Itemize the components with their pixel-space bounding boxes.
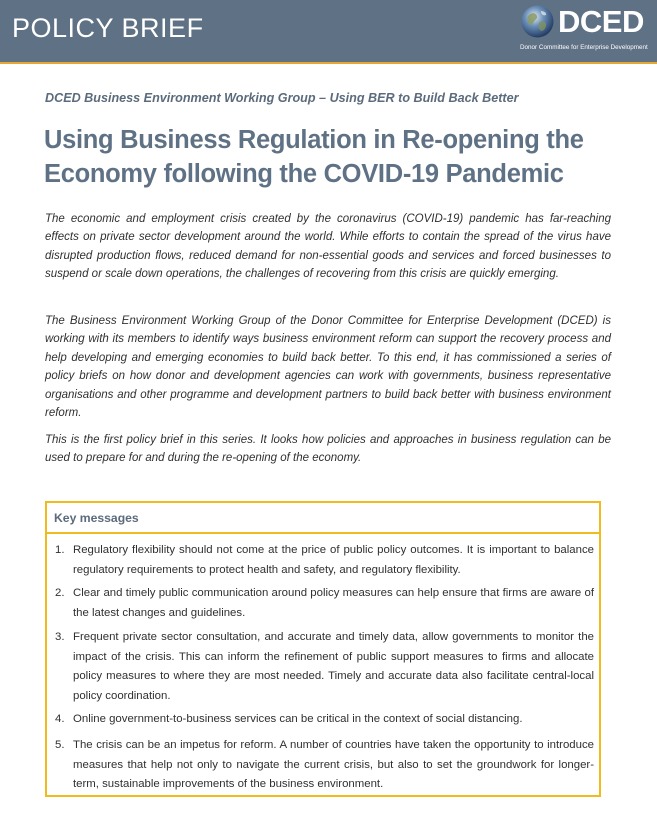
intro-paragraph: The Business Environment Working Group of the Donor Committee for Enterprise Development (DCED) is working with its members to identify ways business environment reform can support the recovery process and help developing and emerging economies to build back better. To this end, it has commissioned a series of policy briefs on how donor and development agencies can work with governments, business representative organisations and other programme and development partners to build back better with business environment reform. bbox=[45, 315, 611, 420]
logo-subtitle: Donor Committee for Enterprise Development bbox=[520, 44, 648, 51]
title-line: Using Business Regulation in Re-opening the bbox=[44, 126, 584, 154]
intro-paragraph: This is the first policy brief in this series. It looks how policies and approaches in business regulation can be used to prepare for and during the re-opening of the economy. bbox=[45, 434, 611, 465]
list-item-text: Regulatory flexibility should not come at the price of public policy outcomes. It is important to balance regulatory requirements to protect health and safety, and regulatory flexibility. bbox=[73, 544, 594, 576]
list-item-text: The crisis can be an impetus for reform. A number of countries have taken the opportunity to introduce measures that help not only to navigate the current crisis, but also to set the groundwork for longer-term, sustainable improvements of the business environment. bbox=[73, 739, 594, 790]
title-line: Economy following the COVID-19 Pandemic bbox=[44, 160, 564, 188]
list-item-number: 1. bbox=[55, 544, 65, 556]
key-messages-box bbox=[45, 501, 601, 797]
header-band bbox=[0, 0, 657, 62]
header-accent-line bbox=[0, 62, 657, 64]
document-type-label: POLICY BRIEF bbox=[12, 13, 204, 43]
list-item-number: 4. bbox=[55, 713, 65, 725]
list-item-number: 2. bbox=[55, 587, 65, 599]
key-messages-heading: Key messages bbox=[54, 511, 139, 525]
list-item-text: Clear and timely public communication around policy measures can help ensure that firms are aware of the latest changes and guidelines. bbox=[73, 587, 594, 619]
intro-paragraph: The economic and employment crisis created by the coronavirus (COVID-19) pandemic has far-reaching effects on private sector development around the world. While efforts to contain the spread of the virus have disrupted production flows, reduced demand for non-essential goods and services and forced businesses to suspend or scale down operations, the challenges of recovering from this crisis are quickly emerging. bbox=[45, 213, 611, 281]
page-title bbox=[44, 123, 644, 191]
list-item-text: Frequent private sector consultation, and accurate and timely data, allow governments to monitor the impact of the crisis. This can inform the refinement of public support measures to firms and allocate policy measures to where they are most needed. Timely and accurate data also facilitate central-local policy coordination. bbox=[73, 631, 594, 702]
globe-icon bbox=[521, 5, 554, 38]
dced-logo: DCED bbox=[558, 4, 644, 39]
list-item-text: Online government-to-business services can be critical in the context of social distancing. bbox=[73, 713, 523, 725]
series-subtitle: DCED Business Environment Working Group – Using BER to Build Back Better bbox=[45, 91, 519, 105]
list-item-number: 3. bbox=[55, 631, 65, 643]
key-messages-header bbox=[47, 503, 599, 534]
list-item-number: 5. bbox=[55, 739, 65, 751]
